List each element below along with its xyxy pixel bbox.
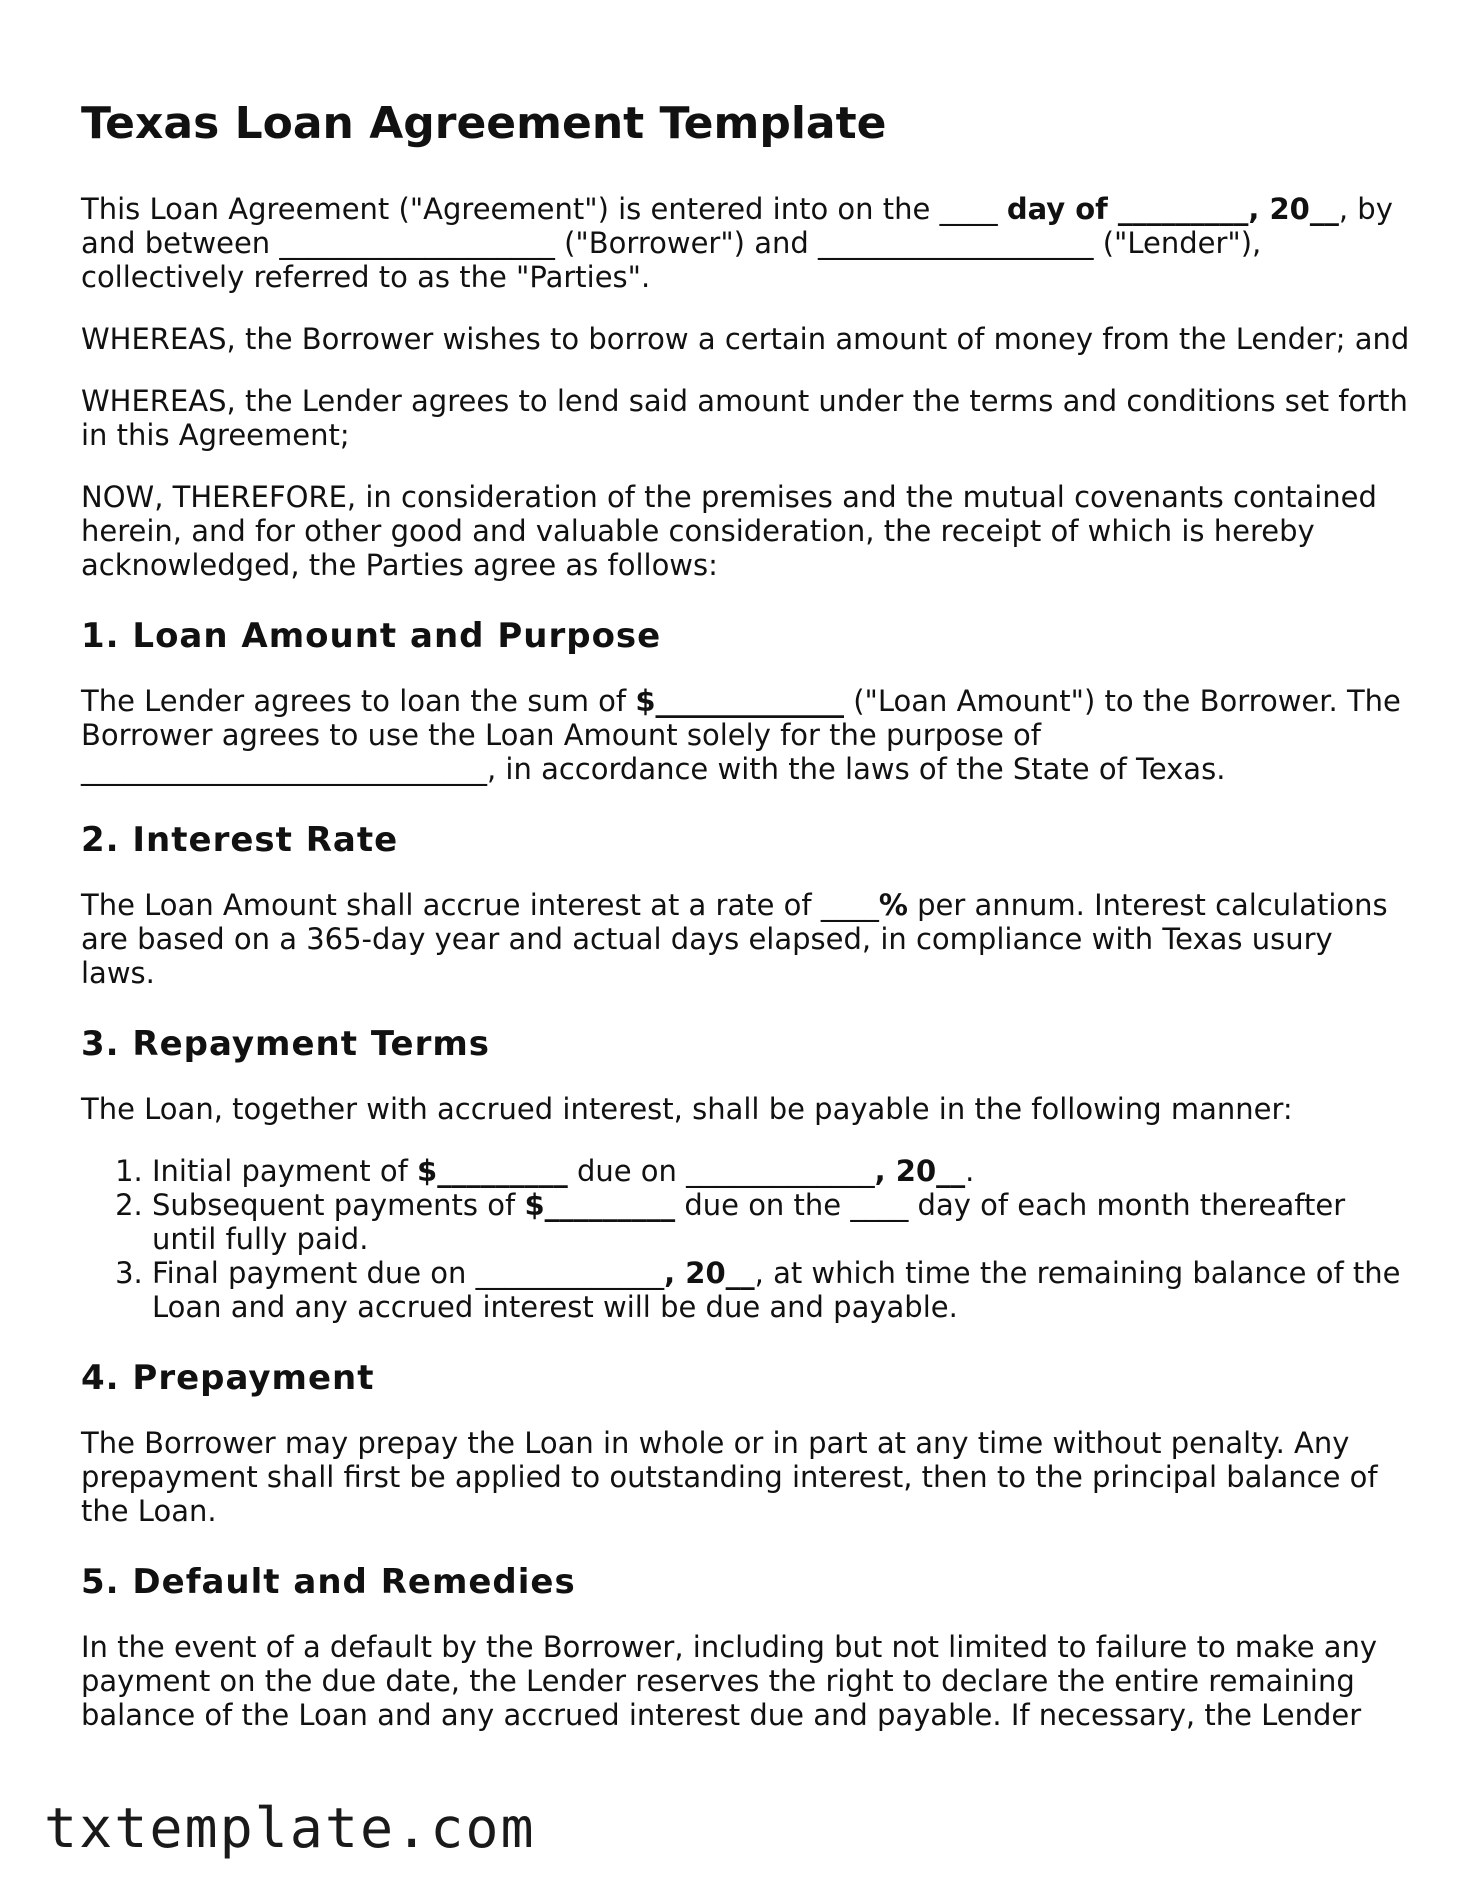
- section-heading-repayment-terms: 3. Repayment Terms: [81, 1024, 490, 1064]
- list-item-text: due on the ____ day of each month thereafter until fully paid.: [152, 1188, 1346, 1256]
- list-item-bold: $_________: [417, 1154, 568, 1188]
- intro-paragraph: [81, 192, 1411, 294]
- default-remedies-paragraph: In the event of a default by the Borrower, including but not limited to failure to make any payment on the due date, the Lender reserves the right to declare the entire remaining balance of the Loan and any accrued interest due and payable. If necessary, the Lender: [81, 1630, 1378, 1732]
- list-item: [152, 1256, 1411, 1324]
- list-item-text: Initial payment of: [152, 1154, 418, 1188]
- list-item-text: , at which time the remaining balance of the Loan and any accrued interest will be due and payable.: [152, 1256, 1401, 1324]
- list-item-bold: $_________: [524, 1188, 676, 1222]
- list-item-bold: , 20__: [664, 1256, 755, 1290]
- section-heading-default-remedies: 5. Default and Remedies: [81, 1562, 576, 1602]
- list-item-bold: , 20__: [874, 1154, 966, 1188]
- intro-date-blank: day of _________, 20__: [1006, 192, 1339, 226]
- loan-amount-text-2: ("Loan Amount") to the Borrower. The Borrower agrees to use the Loan Amount solely for the purpose of ____________________________, in accordance with the laws of the State of Texas.: [81, 684, 1401, 786]
- intro-text-1: This Loan Agreement ("Agreement") is entered into on the ____: [81, 192, 1007, 226]
- loan-amount-paragraph: [81, 684, 1411, 786]
- list-item-text: due on _____________: [567, 1154, 875, 1188]
- repayment-list: [81, 1154, 1411, 1324]
- intro-text-2: , by and between ___________________ ("Borrower") and ___________________ ("Lender"), collectively referred to as the "Parties".: [81, 192, 1393, 294]
- interest-rate-paragraph: [81, 888, 1411, 990]
- whereas-borrower-paragraph: WHEREAS, the Borrower wishes to borrow a certain amount of money from the Lender; and: [81, 322, 1410, 356]
- interest-text-2: per annum. Interest calculations are based on a 365-day year and actual days elapsed, in compliance with Texas usury laws.: [81, 888, 1388, 990]
- list-item-text: .: [965, 1154, 975, 1188]
- prepayment-paragraph: The Borrower may prepay the Loan in whole or in part at any time without penalty. Any prepayment shall first be applied to outstanding interest, then to the principal balance of the Loan.: [81, 1426, 1378, 1528]
- list-item: [152, 1154, 1411, 1188]
- percent-sign: %: [878, 888, 908, 922]
- watermark: txtemplate.com: [44, 1796, 536, 1860]
- section-heading-interest-rate: 2. Interest Rate: [81, 820, 399, 860]
- repayment-intro-paragraph: The Loan, together with accrued interest, shall be payable in the following manner:: [81, 1092, 1293, 1126]
- section-heading-loan-amount: 1. Loan Amount and Purpose: [81, 616, 662, 656]
- whereas-lender-paragraph: WHEREAS, the Lender agrees to lend said amount under the terms and conditions set forth in this Agreement;: [81, 384, 1408, 452]
- document-page: [81, 96, 1411, 1760]
- list-item: [152, 1188, 1411, 1256]
- list-item-text: Final payment due on _____________: [152, 1256, 665, 1290]
- loan-amount-text-1: The Lender agrees to loan the sum of: [81, 684, 636, 718]
- document-title: Texas Loan Agreement Template: [81, 98, 887, 149]
- loan-amount-blank: $_____________: [635, 684, 845, 718]
- interest-text-1: The Loan Amount shall accrue interest at a rate of ____: [81, 888, 879, 922]
- now-therefore-paragraph: NOW, THEREFORE, in consideration of the premises and the mutual covenants contained herein, and for other good and valuable consideration, the receipt of which is hereby acknowledged, the Parties agree as follows:: [81, 480, 1377, 582]
- list-item-text: Subsequent payments of: [152, 1188, 525, 1222]
- section-heading-prepayment: 4. Prepayment: [81, 1358, 375, 1398]
